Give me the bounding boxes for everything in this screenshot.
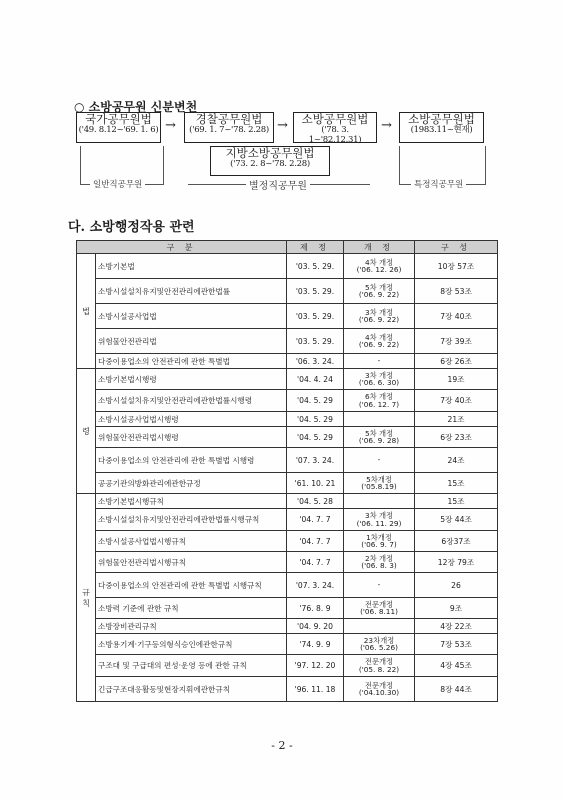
table-body [77,254,498,702]
revision-date: ('06. 8.11) [360,607,398,616]
table-row [77,254,498,279]
law-name: 소방시설설치유지및안전관리에관한법률시행령 [96,390,287,412]
law-name: 소방기본법 [96,254,287,279]
revision-info [344,412,415,427]
revision-count: - [377,580,381,590]
enacted-date: '04. 9. 20 [287,619,344,634]
table-header-row [77,241,498,254]
revision-date: ('06. 9. 22) [358,290,400,299]
revision-date: ('06. 12. 7) [358,399,400,409]
revision-info [344,448,415,473]
composition: 6장 23조 [415,427,498,448]
revision-info [344,473,415,494]
revision-info [344,494,415,509]
table-row [77,354,498,369]
table-row [77,531,498,552]
revision-date: ('06. 11. 29) [356,518,402,528]
table-row [77,448,498,473]
composition: 4장 45조 [415,655,498,677]
table-row [77,427,498,448]
enacted-date: '96. 11. 18 [287,677,344,702]
table-row [77,677,498,702]
composition: 5장 44조 [415,509,498,531]
table-row [77,509,498,531]
group-label-rule: 규칙 [77,494,96,702]
label-general-official: 일반직공무원 [90,178,145,190]
box-police-officer-act: 경찰공무원법 ('69. 1. 7~'78. 2.28) [184,112,274,143]
law-name: 소방기본법시행규칙 [96,494,287,509]
table-row [77,304,498,329]
composition: 15조 [415,494,498,509]
law-name: 구조대 및 구급대의 편성·운영 등에 관한 규칙 [96,655,287,677]
revision-date: ('06. 9. 22) [358,315,400,324]
revision-date: ('06. 5.26) [360,643,398,652]
enacted-date: '03. 5. 29. [287,279,344,304]
revision-count: 6차 개정 [364,392,394,402]
arrow-icon: → [277,118,288,133]
revision-info [344,531,415,552]
composition: 7장 40조 [415,390,498,412]
revision-info [344,390,415,412]
box-fire-officer-act-current: 소방공무원법 (1983.11~현재) [399,112,484,143]
revision-count: 5차 개정 [364,428,394,438]
table-row [77,634,498,655]
enacted-date: '04. 7. 7 [287,531,344,552]
composition: 9조 [415,598,498,619]
revision-count: 5차개정 [366,474,392,484]
enacted-date: '07. 3. 24. [287,448,344,473]
law-name: 소방기본법시행령 [96,369,287,390]
enacted-date: '07. 3. 24. [287,573,344,598]
revision-date: ('06. 9. 7) [361,540,397,549]
composition: 12장 79조 [415,552,498,573]
page-number: - 2 - [271,739,293,752]
enacted-date: '04. 5. 29 [287,427,344,448]
box-national-civil-servant-act: 국가공무원법 ('49. 8.12~'69. 1. 6) [76,112,161,143]
revision-date: ('06. 6. 30) [358,378,400,387]
law-name: 다중이용업소의 안전관리에 관한 특별법 시행령 [96,448,287,473]
revision-info [344,369,415,390]
table-row [77,279,498,304]
table-row [77,494,498,509]
law-name: 공공기관의방화관리에관한규정 [96,473,287,494]
revision-count: 3차 개정 [364,370,394,380]
revision-count: 3차 개정 [364,511,394,521]
composition: 26 [415,573,498,598]
composition: 6장37조 [415,531,498,552]
enacted-date: '03. 5. 29. [287,254,344,279]
law-name: 소방용기계·기구등의형식승인에관한규칙 [96,634,287,655]
enacted-date: '97. 12. 20 [287,655,344,677]
enacted-date: '04. 5. 29 [287,390,344,412]
revision-count: 전문개정 [364,680,394,690]
revision-count: 3차 개정 [364,307,394,317]
header-composition: 구 성 [415,241,498,254]
enacted-date: '04. 5. 29 [287,412,344,427]
revision-info [344,329,415,354]
group-label-decree: 령 [77,369,96,494]
box-fire-officer-act-1978: 소방공무원법 ('78. 3. 1~'82.12.31) [293,112,377,143]
composition: 15조 [415,473,498,494]
law-name: 위험물안전관리법 [96,329,287,354]
composition: 7장 39조 [415,329,498,354]
composition: 7장 40조 [415,304,498,329]
revision-count: - [377,455,381,465]
label-special-official: 특정직공무원 [411,178,466,190]
header-category: 구 분 [77,241,287,254]
arrow-icon: → [381,118,392,133]
box-local-fire-officer-act: 지방소방공무원법 ('73. 2. 8~'78. 2.28) [210,146,330,176]
enacted-date: '06. 3. 24. [287,354,344,369]
revision-info [344,573,415,598]
header-enacted: 제 정 [287,241,344,254]
revision-count: 4차 개정 [364,332,394,342]
enacted-date: '61. 10. 21 [287,473,344,494]
revision-date: ('06. 9. 22) [358,340,400,349]
revision-date: ('05. 8. 22) [358,664,400,674]
revision-info [344,655,415,677]
composition: 8장 44조 [415,677,498,702]
enacted-date: '03. 5. 29. [287,329,344,354]
revision-info [344,354,415,369]
arrow-icon: → [165,118,176,133]
revision-count: 23차개정 [363,635,395,645]
revision-count: 1차개정 [366,532,392,542]
composition: 7장 53조 [415,634,498,655]
revision-date: ('06. 8. 3) [361,561,397,570]
revision-info [344,552,415,573]
enacted-date: '04. 5. 28 [287,494,344,509]
revision-date: ('06. 9. 28) [358,436,400,445]
revision-date: ('05.8.19) [361,482,397,491]
enacted-date: '04. 7. 7 [287,509,344,531]
table-row [77,369,498,390]
law-name: 소방시설공사업법시행규칙 [96,531,287,552]
revision-info [344,634,415,655]
revision-info [344,598,415,619]
table-row [77,329,498,354]
law-name: 위험물안전관리법시행규칙 [96,552,287,573]
enacted-date: '04. 7. 7 [287,552,344,573]
fire-law-table [76,240,498,702]
law-name: 위험물안전관리법시행령 [96,427,287,448]
law-name: 소방력 기준에 관한 규칙 [96,598,287,619]
composition: 4장 22조 [415,619,498,634]
section-title-fire-admin: 다. 소방행정작용 관련 [68,220,195,235]
revision-info [344,677,415,702]
law-name: 소방시설공사업법시행령 [96,412,287,427]
law-name: 다중이용업소의 안전관리에 관한 특별법 시행규칙 [96,573,287,598]
composition: 21조 [415,412,498,427]
revision-date: ('06. 12. 26) [356,265,402,274]
table-row [77,655,498,677]
law-name: 소방장비관리규칙 [96,619,287,634]
revision-count: - [377,356,381,366]
composition: 19조 [415,369,498,390]
table-row [77,573,498,598]
composition: 24조 [415,448,498,473]
revision-info [344,619,415,634]
revision-count: 전문개정 [364,599,394,609]
table-row [77,473,498,494]
revision-count: 2차 개정 [364,553,394,563]
table-row [77,412,498,427]
label-separate-official: 별정직공무원 [246,177,310,192]
composition: 6장 26조 [415,354,498,369]
table-row [77,390,498,412]
revision-date: ('04.10.30) [358,688,400,697]
revision-info [344,254,415,279]
section-title-status-history: ○ 소방공무원 신분변천 [74,100,198,114]
group-label-law: 법 [77,254,96,369]
law-name: 긴급구조대응활동및현장지휘에관한규칙 [96,677,287,702]
revision-count: 5차 개정 [364,282,394,292]
table-row [77,619,498,634]
enacted-date: '74. 9. 9 [287,634,344,655]
enacted-date: '04. 4. 24 [287,369,344,390]
enacted-date: '03. 5. 29. [287,304,344,329]
composition: 8장 53조 [415,279,498,304]
revision-count: 4차 개정 [364,257,394,267]
table-row [77,552,498,573]
revision-info [344,279,415,304]
revision-info [344,427,415,448]
law-name: 소방시설설치유지및안전관리에관한법률시행규칙 [96,509,287,531]
revision-info [344,509,415,531]
enacted-date: '76. 8. 9 [287,598,344,619]
revision-info [344,304,415,329]
law-name: 소방시설공사업법 [96,304,287,329]
composition: 10장 57조 [415,254,498,279]
law-name: 다중이용업소의 안전관리에 관한 특별법 [96,354,287,369]
table-row [77,598,498,619]
header-revised: 개 정 [344,241,415,254]
law-name: 소방시설설치유지및안전관리에관한법률 [96,279,287,304]
revision-count: 전문개정 [364,657,394,667]
